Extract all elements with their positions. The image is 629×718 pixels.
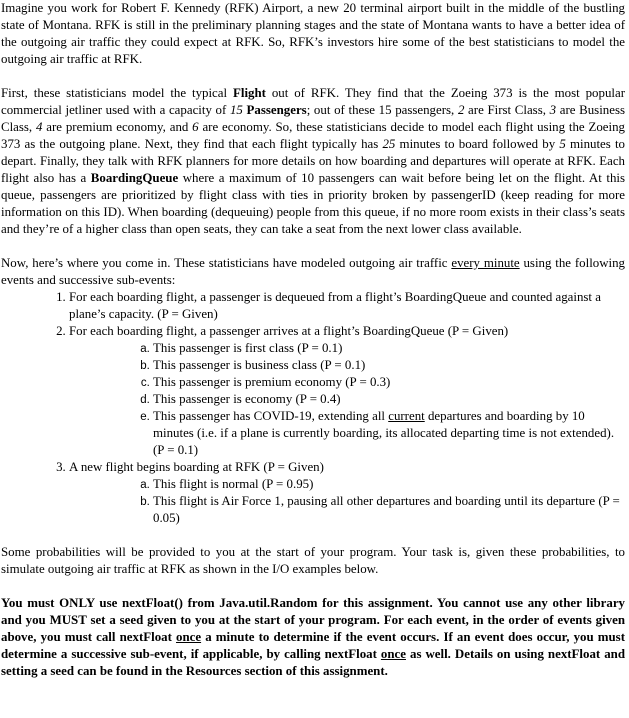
text-run: a minute to determine if the event occurs. If an event does occur, you must determine a successive sub-event, if applicable, by calling nextFloat bbox=[1, 630, 625, 661]
text-run: are Business Class, bbox=[1, 103, 625, 134]
term-passengers: Passengers bbox=[246, 103, 307, 117]
text-run: out of RFK. They find that the Zoeing 373 is the most popular commercial jetliner used with a capacity of bbox=[1, 86, 625, 117]
once-underlined: once bbox=[380, 647, 406, 661]
flight-subevents-list bbox=[1, 476, 625, 527]
subevent-text: This flight is Air Force 1, pausing all other departures and boarding until its departure (P = 0.05) bbox=[153, 494, 620, 525]
subevent-item bbox=[153, 374, 625, 391]
subevent-text: This passenger is economy (P = 0.4) bbox=[153, 392, 341, 406]
subevent-text: This passenger is business class (P = 0.1) bbox=[153, 358, 366, 372]
events-intro-paragraph bbox=[1, 255, 625, 289]
event-text: For each boarding flight, a passenger arrives at a flight’s BoardingQueue (P = Given) bbox=[69, 324, 509, 338]
subevent-item bbox=[153, 340, 625, 357]
text-run: where a maximum of 10 passengers can wait before being let on the flight. At this queue, passengers are prioritized by flight class with ties in priority broken by passengerID (keep reading for more information on this ID). When boarding (dequeuing) people from this queue, if no more room exists in their class’s seats and they’re of a higher class than open seats, they can take a seat from the next lower class available. bbox=[1, 171, 625, 236]
text-run: as well. Details on using nextFloat and setting a seed can be found in the Resources section of this assignment. bbox=[1, 647, 626, 678]
subevent-item bbox=[153, 476, 625, 493]
text-run: ; out of these 15 passengers, bbox=[306, 103, 458, 117]
text-run: are economy. So, these statisticians decide to model each flight using the Zoeing 373 as the outgoing plane. Next, they find that each flight typically has bbox=[1, 120, 625, 151]
first-class-count: 2 bbox=[457, 103, 465, 117]
departing-minutes: 5 bbox=[559, 137, 566, 151]
passenger-subevents-list bbox=[1, 340, 625, 459]
term-flight: Flight bbox=[233, 86, 266, 100]
subevent-text: This passenger is first class (P = 0.1) bbox=[153, 341, 343, 355]
subevent-item bbox=[153, 391, 625, 408]
every-minute-underlined: every minute bbox=[451, 256, 520, 270]
intro-paragraph: Imagine you work for Robert F. Kennedy (RFK) Airport, a new 20 terminal airport built in the middle of the bustling state of Montana. RFK is still in the preliminary planning stages and the state of Montana wants to have a better idea of the outgoing air traffic they could expect at RFK. So, RFK’s investors hire some of the best statisticians to model the outgoing air traffic at RFK. bbox=[1, 1, 625, 66]
subevent-item bbox=[153, 357, 625, 374]
subevent-item bbox=[153, 493, 625, 527]
business-class-count: 3 bbox=[549, 103, 557, 117]
event-item-1 bbox=[69, 289, 625, 323]
premium-economy-count: 4 bbox=[36, 120, 43, 134]
event-text: For each boarding flight, a passenger is dequeued from a flight’s BoardingQueue and counted against a plane’s capacity. (P = Given) bbox=[69, 290, 601, 321]
text-run: This passenger has COVID-19, extending all bbox=[153, 409, 389, 423]
text-run: minutes to depart. Finally, they talk with RFK planners for more details on how boarding and departures will operate at RFK. Each flight also has a bbox=[1, 137, 625, 185]
event-item-2 bbox=[69, 323, 625, 459]
text-run: are premium economy, and bbox=[42, 120, 193, 134]
event-text: A new flight begins boarding at RFK (P = Given) bbox=[69, 460, 324, 474]
rules-paragraph bbox=[1, 595, 625, 680]
text-run: departures and boarding by 10 minutes (i.e. if a plane is currently boarding, its allocated departing time is not extended). (P = 0.1) bbox=[153, 409, 615, 457]
term-boarding-queue: BoardingQueue bbox=[90, 171, 179, 185]
paragraph-gap bbox=[1, 68, 625, 85]
text-run: First, these statisticians model the typical bbox=[1, 86, 233, 100]
text-run: are First Class, bbox=[464, 103, 550, 117]
text-run: using the following events and successive sub-events: bbox=[1, 256, 625, 287]
text-run: You must ONLY use nextFloat() from Java.util.Random for this assignment. You cannot use any other library and you MUST set a seed given to you at the start of your program. For each event, in the order of events given above, you must call nextFloat bbox=[1, 596, 625, 644]
text-run: Now, here’s where you come in. These statisticians have modeled outgoing air traffic bbox=[1, 256, 452, 270]
economy-count: 6 bbox=[192, 120, 199, 134]
flight-model-paragraph bbox=[1, 85, 625, 238]
paragraph-gap bbox=[1, 527, 625, 544]
once-underlined: once bbox=[176, 630, 202, 644]
paragraph-gap bbox=[1, 578, 625, 595]
event-item-3 bbox=[69, 459, 625, 527]
subevent-text: This passenger is premium economy (P = 0.3) bbox=[153, 375, 391, 389]
text-run: minutes to board followed by bbox=[395, 137, 560, 151]
subevent-text: This flight is normal (P = 0.95) bbox=[153, 477, 314, 491]
boarding-minutes: 25 bbox=[382, 137, 396, 151]
capacity-value: 15 bbox=[229, 103, 243, 117]
current-underlined: current bbox=[388, 409, 425, 423]
subevent-item bbox=[153, 408, 625, 459]
events-list bbox=[1, 289, 625, 527]
task-paragraph: Some probabilities will be provided to you at the start of your program. Your task is, given these probabilities, to simulate outgoing air traffic at RFK as shown in the I/O examples below. bbox=[1, 545, 625, 576]
paragraph-gap bbox=[1, 238, 625, 255]
